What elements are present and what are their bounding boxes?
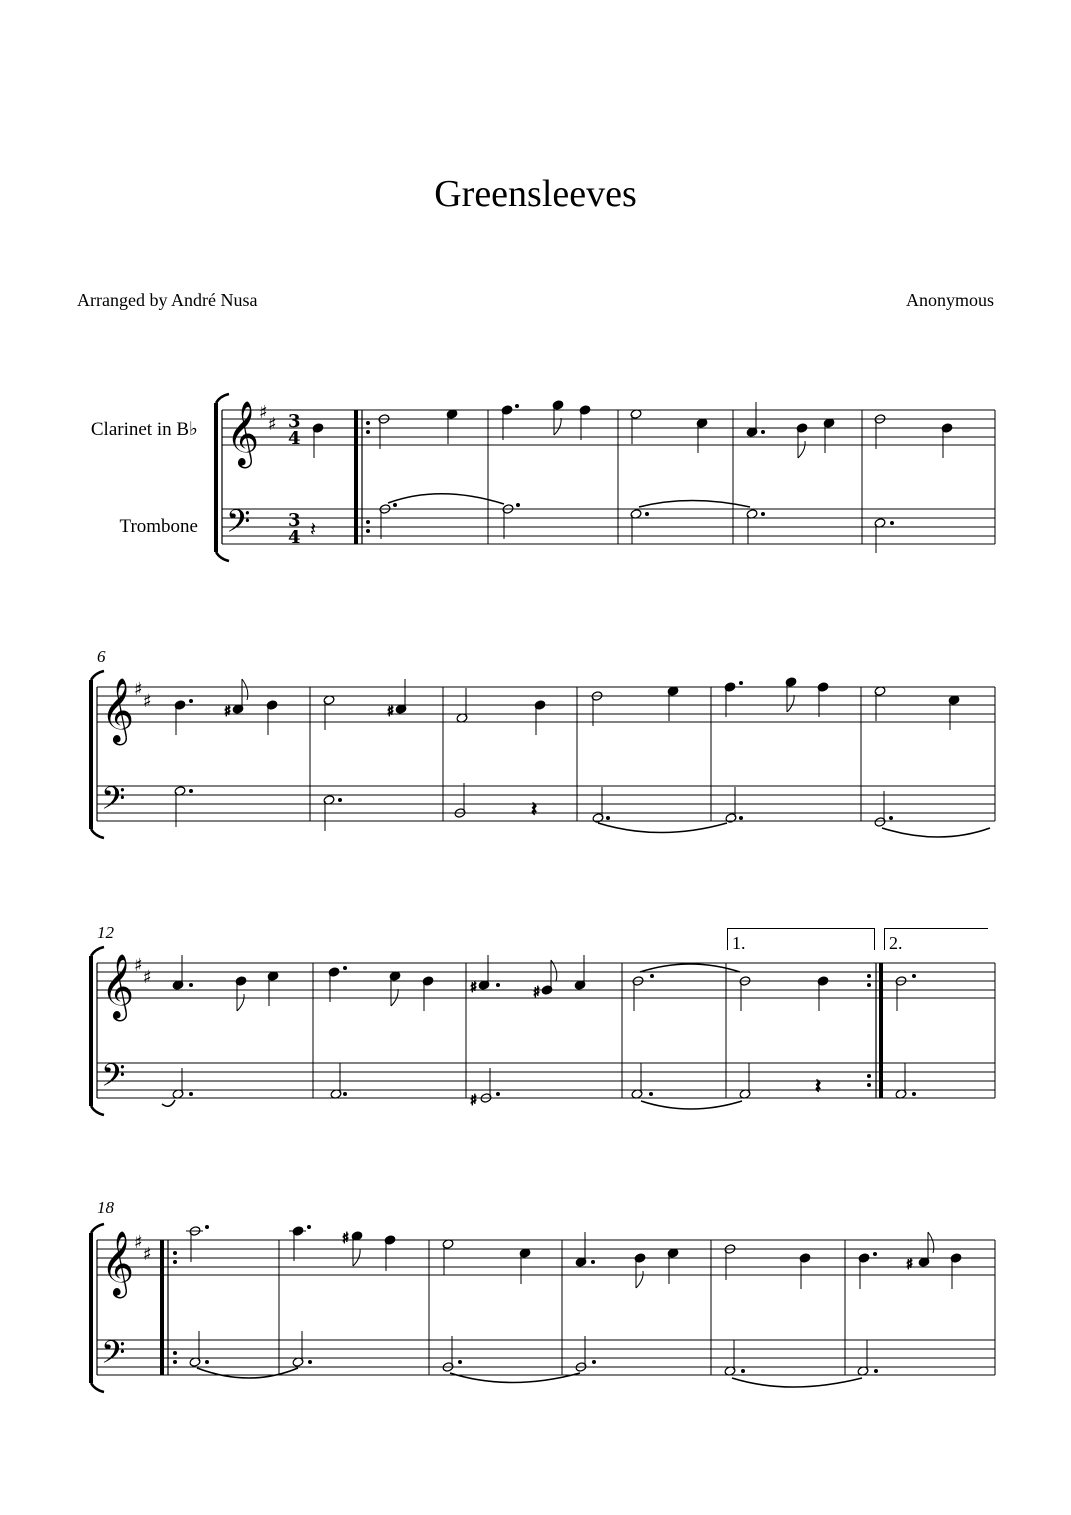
volta-second-ending: 2. xyxy=(884,928,988,950)
svg-text:♯: ♯ xyxy=(470,1091,478,1109)
instrument-label-trombone: Trombone xyxy=(119,516,198,537)
svg-text:4: 4 xyxy=(288,527,301,548)
svg-text:♯: ♯ xyxy=(134,679,143,700)
system-1-notes xyxy=(312,400,953,553)
sharp-icon: ♯ xyxy=(259,402,268,423)
svg-text:♯: ♯ xyxy=(143,967,152,988)
volta-first-ending: 1. xyxy=(727,928,875,950)
svg-text:♯: ♯ xyxy=(470,978,478,996)
svg-text:𝄢: 𝄢 xyxy=(101,1057,126,1101)
quarter-rest-icon: 𝄽 xyxy=(310,517,317,541)
system-3 xyxy=(91,947,995,1115)
svg-text:𝄢: 𝄢 xyxy=(101,1334,126,1378)
measure-number-12: 12 xyxy=(97,923,114,942)
svg-text:♯: ♯ xyxy=(533,983,541,1001)
svg-text:♯: ♯ xyxy=(143,1244,152,1265)
svg-text:♯: ♯ xyxy=(906,1255,914,1273)
measure-number-18: 18 xyxy=(97,1198,114,1217)
svg-text:𝄞: 𝄞 xyxy=(101,1231,135,1296)
svg-text:3: 3 xyxy=(288,510,301,531)
treble-clef-icon: 𝄞 xyxy=(226,401,260,466)
arranger-credit: Arranged by André Nusa xyxy=(77,290,258,310)
score-title: Greensleeves xyxy=(434,173,637,215)
svg-text:♯: ♯ xyxy=(342,1229,350,1247)
composer-credit: Anonymous xyxy=(905,290,994,310)
measure-number-6: 6 xyxy=(97,647,106,666)
system-2 xyxy=(91,671,995,838)
svg-text:♯: ♯ xyxy=(134,955,143,976)
svg-text:𝄞: 𝄞 xyxy=(101,678,135,743)
svg-text:♯: ♯ xyxy=(143,691,152,712)
system-4 xyxy=(91,1224,995,1392)
svg-text:♯: ♯ xyxy=(387,702,395,720)
bass-clef-icon: 𝄢 xyxy=(226,503,251,547)
sharp-icon: ♯ xyxy=(268,414,277,435)
instrument-label-clarinet: Clarinet in B♭ xyxy=(90,419,198,440)
svg-text:♯: ♯ xyxy=(134,1232,143,1253)
svg-text:♯: ♯ xyxy=(224,702,232,720)
svg-text:3: 3 xyxy=(288,411,301,432)
svg-text:𝄞: 𝄞 xyxy=(101,954,135,1019)
svg-text:𝄢: 𝄢 xyxy=(101,780,126,824)
svg-text:4: 4 xyxy=(288,428,301,449)
svg-text:𝄽: 𝄽 xyxy=(815,1074,822,1098)
system-1 xyxy=(216,394,995,561)
svg-text:𝄽: 𝄽 xyxy=(531,797,538,821)
